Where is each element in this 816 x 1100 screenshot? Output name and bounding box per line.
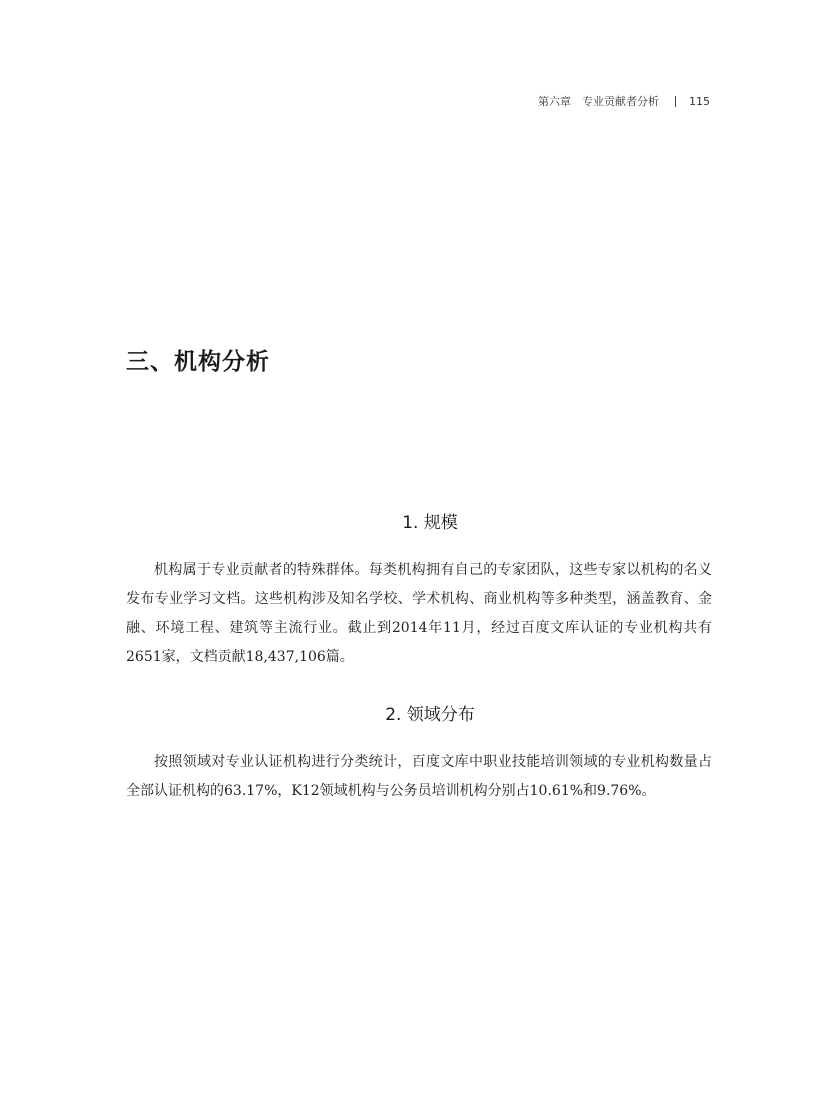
page-number: 115 <box>689 94 710 108</box>
paragraph-domain: 按照领域对专业认证机构进行分类统计，百度文库中职业技能培训领域的专业机构数量占全部认证机构的63.17%，K12领域机构与公务员培训机构分别占10.61%和9.76%。 <box>126 754 712 799</box>
chapter-title: 第六章 专业贡献者分析 <box>538 95 659 108</box>
subsection-heading-domain: 2. 领域分布 <box>385 705 475 725</box>
subsection-heading-scale: 1. 规模 <box>402 513 458 533</box>
paragraph-scale: 机构属于专业贡献者的特殊群体。每类机构拥有自己的专家团队，这些专家以机构的名义发布专业学习文档。这些机构涉及知名学校、学术机构、商业机构等多种类型，涵盖教育、金融、环境工程、建筑等主流行业。截止到2014年11月，经过百度文库认证的专业机构共有2651家，文档贡献18,437,106篇。 <box>126 562 712 665</box>
section-title: 三、机构分析 <box>126 348 270 375</box>
header-divider <box>675 96 676 107</box>
running-head <box>538 93 710 109</box>
